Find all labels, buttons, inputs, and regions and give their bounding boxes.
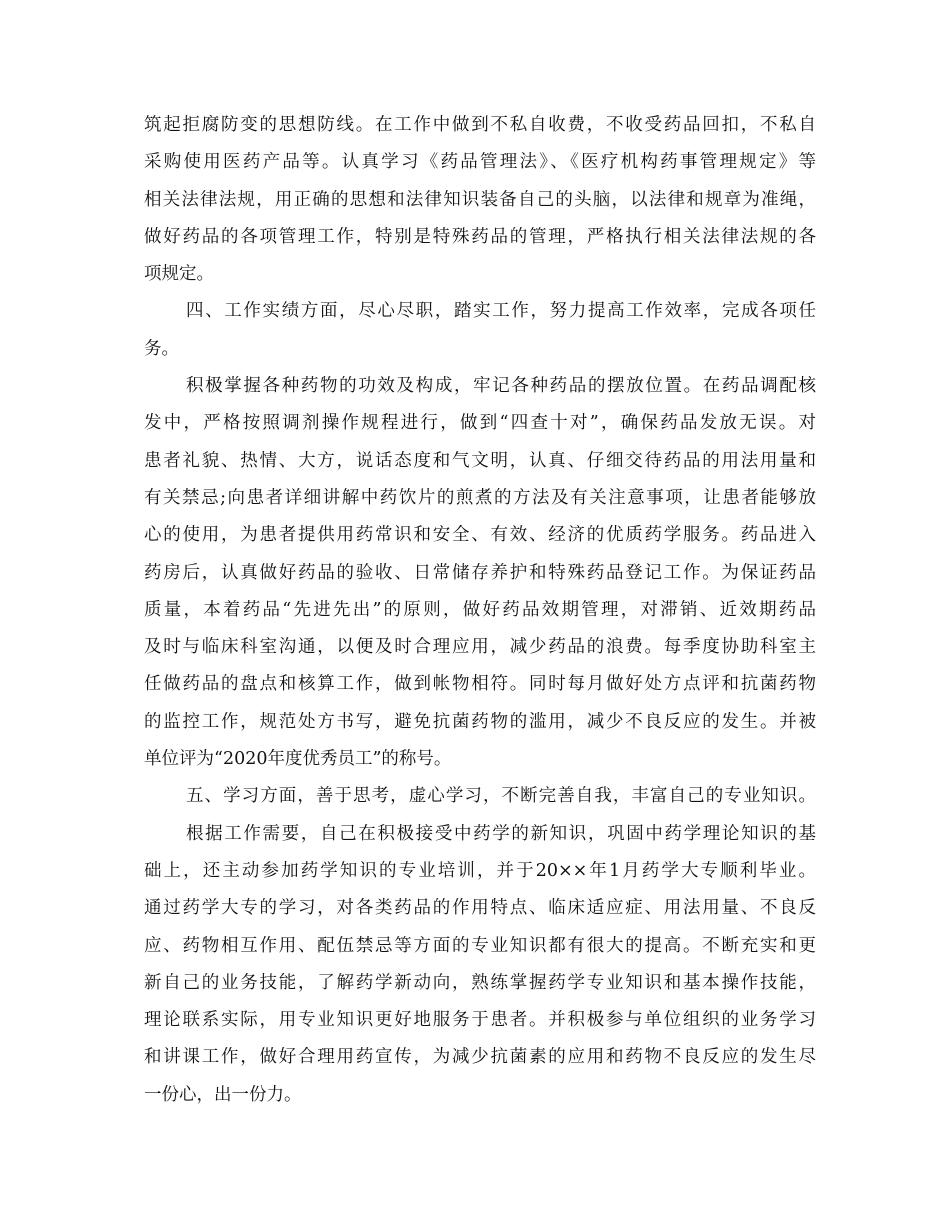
text-line: 务。 — [144, 338, 179, 359]
text-line: 五、学习方面，善于思考，虚心学习，不断完善自我，丰富自己的专业知识。 — [186, 786, 816, 807]
text-line: 采购使用医药产品等。认真学习《药品管理法》、《医疗机构药事管理规定》等 — [144, 152, 816, 173]
text-line: 做好药品的各项管理工作，特别是特殊药品的管理，严格执行相关法律法规的各 — [144, 226, 816, 247]
document-body — [144, 107, 816, 1114]
text-line: 根据工作需要，自己在积极接受中药学的新知识，巩固中药学理论知识的基 — [186, 823, 816, 844]
text-line: 的监控工作，规范处方书写，避免抗菌药物的滥用，减少不良反应的发生。并被 — [144, 711, 816, 732]
text-line: 患者礼貌、热情、大方，说话态度和气文明，认真、仔细交待药品的用法用量和 — [144, 450, 816, 471]
text-line: 药房后，认真做好药品的验收、日常储存养护和特殊药品登记工作。为保证药品 — [144, 562, 816, 583]
text-line: 筑起拒腐防变的思想防线。在工作中做到不私自收费，不收受药品回扣，不私自 — [144, 115, 816, 135]
text-line: 心的使用，为患者提供用药常识和安全、有效、经济的优质药学服务。药品进入 — [144, 525, 816, 546]
text-line: 及时与临床科室沟通，以便及时合理应用，减少药品的浪费。每季度协助科室主 — [144, 637, 816, 658]
text-line: 相关法律法规，用正确的思想和法律知识装备自己的头脑，以法律和规章为准绳， — [144, 189, 816, 210]
text-line: 新自己的业务技能，了解药学新动向，熟练掌握药学专业知识和基本操作技能， — [144, 972, 816, 993]
text-line: 积极掌握各种药物的功效及构成，牢记各种药品的摆放位置。在药品调配核 — [186, 376, 816, 397]
text-line: 四、工作实绩方面，尽心尽职，踏实工作，努力提高工作效率，完成各项任 — [186, 301, 816, 322]
text-line: 一份心，出一份力。 — [144, 1084, 302, 1105]
text-line: 有关禁忌;向患者详细讲解中药饮片的煎煮的方法及有关注意事项，让患者能够放 — [144, 487, 816, 508]
text-line: 理论联系实际，用专业知识更好地服务于患者。并积极参与单位组织的业务学习 — [144, 1010, 816, 1031]
text-line: 任做药品的盘点和核算工作，做到帐物相符。同时每月做好处方点评和抗菌药物 — [144, 674, 816, 695]
text-line: 单位评为“2020年度优秀员工”的称号。 — [144, 749, 452, 770]
text-line: 项规定。 — [144, 264, 214, 285]
text-line: 应、药物相互作用、配伍禁忌等方面的专业知识都有很大的提高。不断充实和更 — [144, 935, 816, 956]
text-line: 质量，本着药品“先进先出”的原则，做好药品效期管理，对滞销、近效期药品 — [144, 599, 816, 620]
text-line: 通过药学大专的学习，对各类药品的作用特点、临床适应症、用法用量、不良反 — [144, 898, 816, 919]
text-line: 和讲课工作，做好合理用药宣传，为减少抗菌素的应用和药物不良反应的发生尽 — [144, 1047, 816, 1068]
text-line: 发中，严格按照调剂操作规程进行，做到“四查十对”，确保药品发放无误。对 — [144, 413, 816, 434]
text-line: 础上，还主动参加药学知识的专业培训，并于20××年1月药学大专顺利毕业。 — [144, 860, 816, 881]
